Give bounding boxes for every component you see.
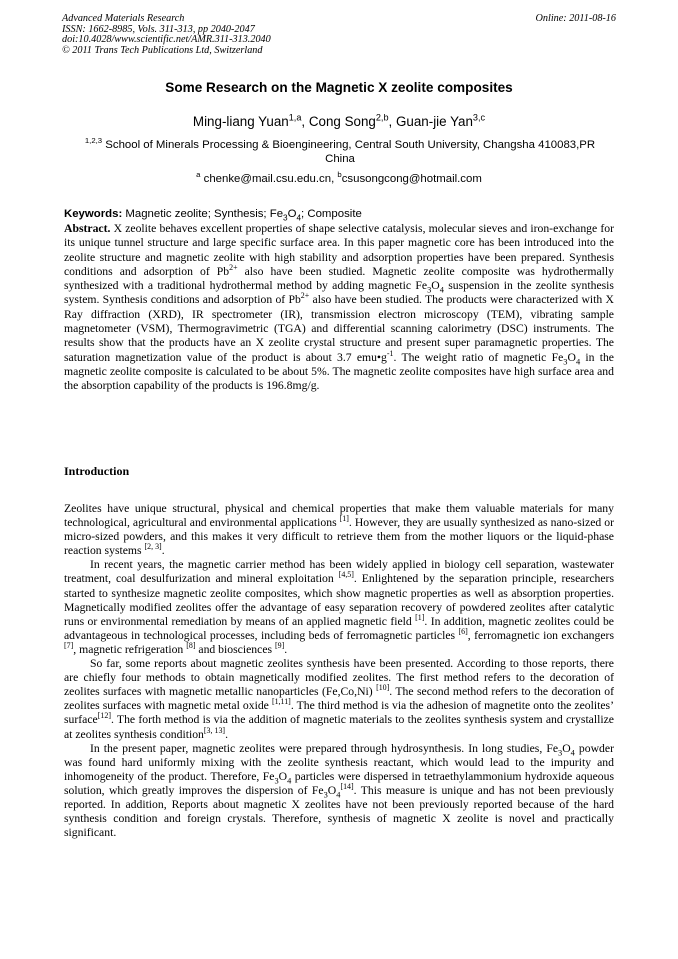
- issn-line: ISSN: 1662-8985, Vols. 311-313, pp 2040-2047: [62, 23, 255, 35]
- email-a[interactable]: chenke@mail.csu.edu.cn,: [200, 173, 338, 185]
- section-heading-introduction: Introduction: [64, 464, 130, 478]
- author-emails: $^a$ chenke@mail.csu.edu.cn, $^b$csusongcong@hotmail.com: [196, 170, 482, 185]
- journal-header: [62, 14, 616, 56]
- author-3: Guan-jie Yan$^{3,c}$: [395, 112, 486, 129]
- paragraph-1: Zeolites have unique structural, physical and chemical properties that make them valuable materials for many technological, agricultural and environmental applications [1]. However, they are usually synthesized as nano-sized or micro-sized powders, and this makes it very difficult to retrieve them from the mother liquors or the liquid-phase reaction systems [2, 3].: [64, 502, 614, 558]
- copyright-line: © 2011 Trans Tech Publications Ltd, Switzerland: [62, 44, 263, 56]
- author-list: [62, 114, 616, 129]
- journal-name: Advanced Materials Research: [62, 13, 185, 24]
- affiliation: $^{1,2,3}$ School of Minerals Processing & Bioengineering, Central South University, Changsha 410083,PR China: [84, 136, 596, 165]
- keywords-label: Keywords:: [64, 208, 123, 220]
- online-date: Online: 2011-08-16: [535, 13, 616, 24]
- abstract-label: Abstract.: [64, 222, 111, 235]
- keywords: Keywords: Magnetic zeolite; Synthesis; $Fe_3O_4$; Composite: [64, 208, 362, 223]
- paragraph-4: In the present paper, magnetic zeolites were prepared through hydrosynthesis. In long studies, $Fe_3O_4$ powder was found hard uniformly mixing with the zeolite synthesis reactant, which would lead to the impurity and inhomogeneity of the product. Therefore, $Fe_3O_4$ particles were dispersed in tetraethylammonium hydroxide aqueous solution, which greatly improves the dispersion of $Fe_3O_4[14]$. This measure is unique and has not been previously reported. In addition, Reports about magnetic X zeolites have not been previously reported because of the hard synthesis condition and foreign crystals. Therefore, synthesis of magnetic X zeolite is novel and practically significant.: [64, 741, 615, 840]
- email-b[interactable]: csusongcong@hotmail.com: [341, 173, 482, 185]
- paper-title: Some Research on the Magnetic X zeolite composites: [165, 80, 513, 95]
- paragraph-2: In recent years, the magnetic carrier method has been widely applied in biology cell separation, wastewater treatment, coal desulfurization and mineral exploitation [4,5]. Enlightened by the separation principle, researchers started to synthesize magnetic zeolite composites, which show magnetic properties as well as absorption properties. Magnetically modified zeolites offer the advantage of easy separation recovery of powdered zeolites after catalytic runs or environmental remediation by means of an applied magnetic field [1]. In addition, magnetic zeolites could be advantageous in technological processes, including beds of ferromagnetic particles [6], ferromagnetic ion exchangers [7], magnetic refrigeration [8] and biosciences [9].: [64, 558, 614, 656]
- doi-line: doi:10.4028/www.scientific.net/AMR.311-313.2040: [62, 34, 271, 46]
- abstract: Abstract. X zeolite behaves excellent properties of shape selective catalysis, molecular sieves and iron-exchange for its unique tunnel structure and large specific surface area. In this paper magnetic core has been introduced into the zeolite structure and magnetic zeolite with high stability and adsorption properties have been prepared. Synthesis conditions and adsorption of $Pb^{2+}$ also have been studied. Magnetic zeolite composite was hydrothermally synthesized with a traditional hydrothermal method by adding magnetic $Fe_3O_4$ suspension in the zeolite synthesis system. Synthesis conditions and adsorption of $Pb^{2+}$ also have been studied. The products were characterized with X Ray diffraction (XRD), IR spectrometer (IR), transmission electron microscopy (TEM), vibrating sample magnetometer (VSM), Thermogravimetric (TGA) and differential scanning calorimetry (DSC) instruments. The results show that the products have an X zeolite crystal structure and present super paramagnetic properties. The saturation magnetization value of the product is about 3.7 $emu•g^{-1}$. The weight ratio of magnetic $Fe_3O_4$ in the magnetic zeolite composite is calculated to be about 5%. The magnetic zeolite composites have high surface area and the absorption capability of the products is 196.8mg/g.: [64, 222, 614, 393]
- introduction-body: [64, 502, 614, 840]
- author-1: Ming-liang Yuan$^{1,a}$,: [192, 112, 309, 129]
- paragraph-3: So far, some reports about magnetic zeolites synthesis have been presented. According to those reports, there are chiefly four methods to obtain magnetically modified zeolites. The first method refers to the decoration of zeolites surfaces with magnetic metallic nanoparticles (Fe,Co,Ni) [10]. The second method refers to the decoration of zeolites surfaces with magnetic metal oxide [1,11]. The third method is via the adhesion of magnetite onto the zeolites’ surface[12]. The forth method is via the addition of magnetic materials to the zeolites synthesis system and crystallize at zeolites synthesis condition[3, 13].: [64, 657, 615, 741]
- author-2: Cong Song$^{2,b}$,: [308, 112, 396, 129]
